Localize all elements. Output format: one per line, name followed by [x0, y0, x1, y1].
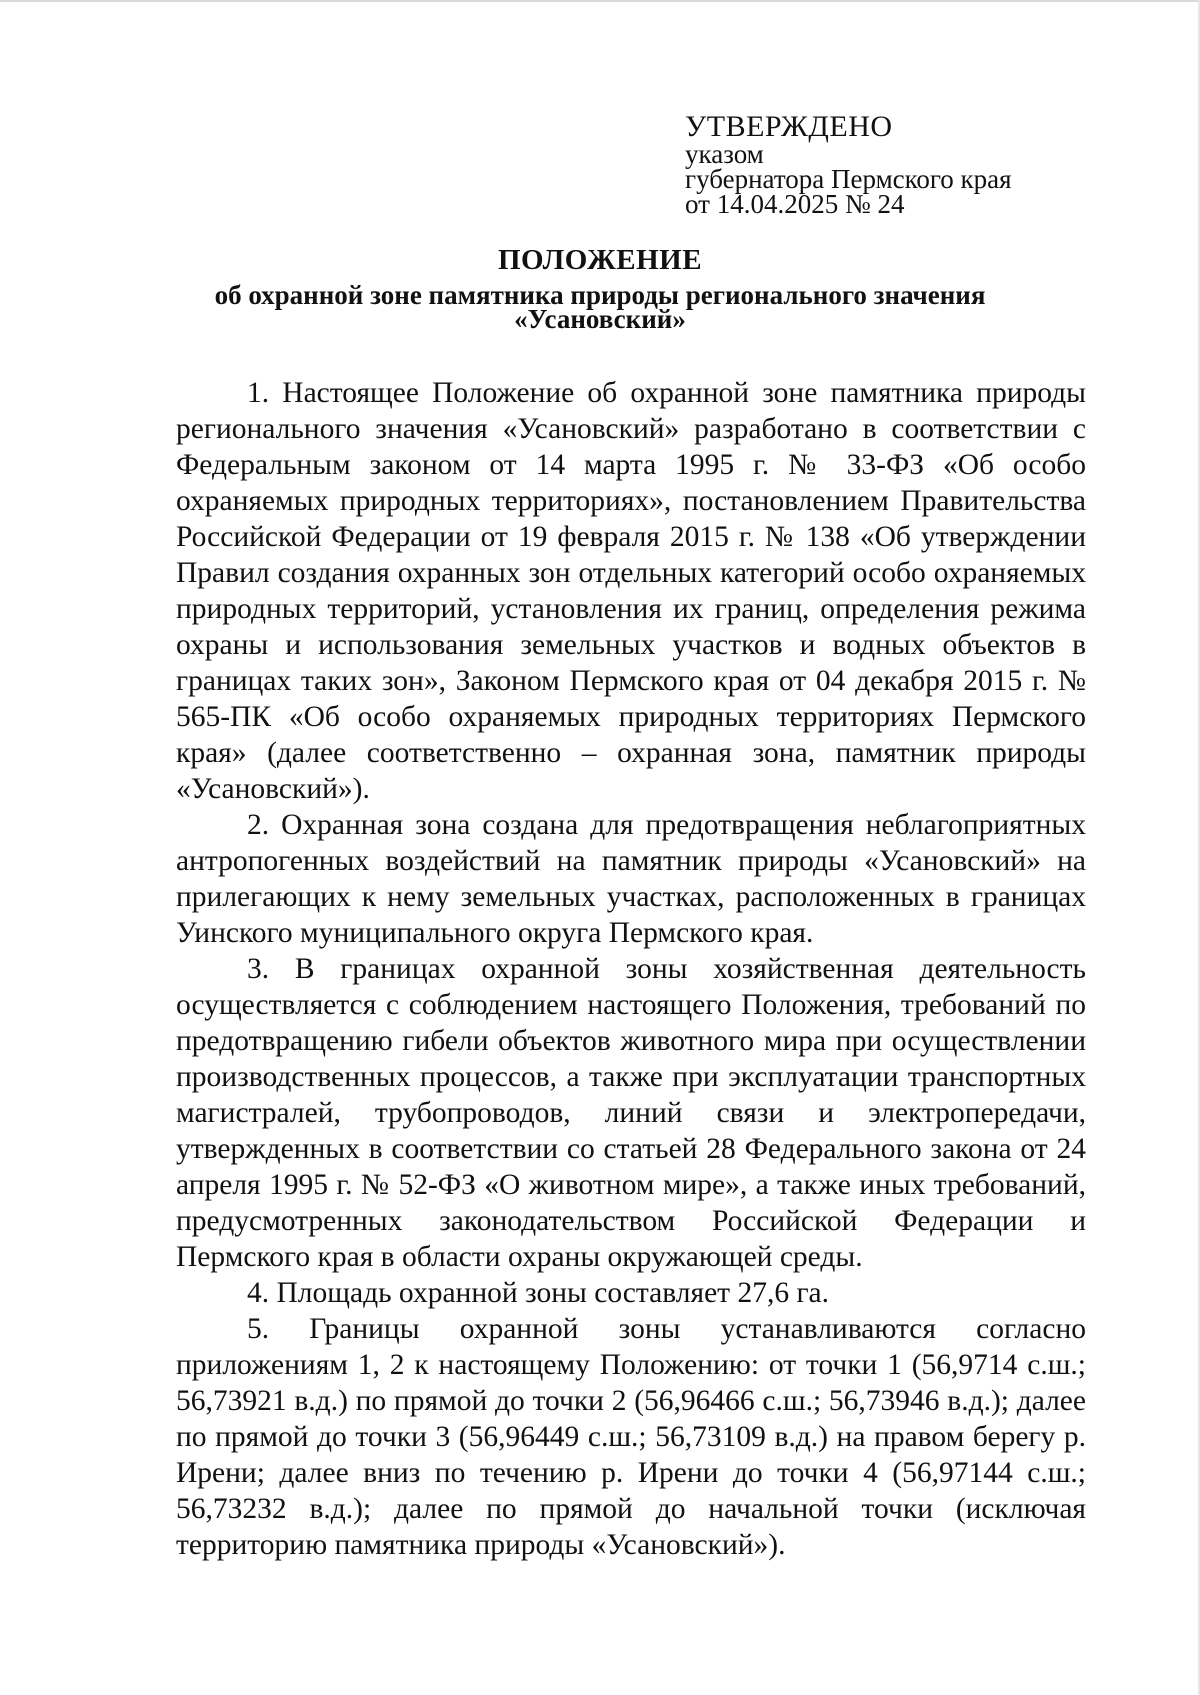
paragraph-1: 1. Настоящее Положение об охранной зоне памятника природы регионального значения «Усановский» разработано в соответствии с Федеральным законом от 14 марта 1995 г. № 33-ФЗ «Об особо охраняемых природных территориях», постановлением Правительства Российской Федерации от 19 февраля 2015 г. № 138 «Об утверждении Правил создания охранных зон отдельных категорий особо охраняемых природных территорий, установления их границ, определения режима охраны и использования земельных участков и водных объектов в границах таких зон», Законом Пермского края от 04 декабря 2015 г. № 565-ПК «Об особо охраняемых природных территориях Пермского края» (далее соответственно – охранная зона, памятник природы «Усановский»). [176, 377, 1086, 805]
approval-stamp: УТВЕРЖДЕНО [685, 110, 893, 143]
document-title: ПОЛОЖЕНИЕ [497, 244, 703, 276]
scan-edge-top [0, 0, 1200, 2]
approval-line-date: от 14.04.2025 № 24 [685, 189, 905, 219]
approval-line-governor: губернатора Пермского края [685, 164, 1012, 194]
subtitle-line-2: «Усановский» [514, 304, 686, 334]
paragraph-4: 4. Площадь охранной зоны составляет 27,6 га. [247, 1277, 830, 1309]
paragraph-3: 3. В границах охранной зоны хозяйственная деятельность осуществляется с соблюдением настоящего Положения, требований по предотвращению гибели объектов животного мира при осуществлении производственных процессов, а также при эксплуатации транспортных магистралей, трубопроводов, линий связи и электропередачи, утвержденных в соответствии со статьей 28 Федерального закона от 24 апреля 1995 г. № 52-ФЗ «О животном мире», а также иных требований, предусмотренных законодательством Российской Федерации и Пермского края в области охраны окружающей среды. [176, 953, 1086, 1273]
paragraph-5: 5. Границы охранной зоны устанавливаются согласно приложениям 1, 2 к настоящему Положению: от точки 1 (56,9714 с.ш.; 56,73921 в.д.) по прямой до точки 2 (56,96466 с.ш.; 56,73946 в.д.); далее по прямой до точки 3 (56,96449 с.ш.; 56,73109 в.д.) на правом берегу р. Ирени; далее вниз по течению р. Ирени до точки 4 (56,97144 с.ш.; 56,73232 в.д.); далее по прямой до начальной точки (исключая территорию памятника природы «Усановский»). [176, 1313, 1086, 1561]
document-subtitle [0, 280, 1200, 334]
document-body [176, 375, 1086, 1563]
paragraph-2: 2. Охранная зона создана для предотвращения неблагоприятных антропогенных воздействий на памятник природы «Усановский» на прилегающих к нему земельных участках, расположенных в границах Уинского муниципального округа Пермского края. [176, 809, 1086, 949]
subtitle-line-1: об охранной зоне памятника природы регионального значения [214, 280, 986, 310]
approval-line-decree: указом [685, 139, 764, 169]
approval-block [685, 112, 1125, 217]
